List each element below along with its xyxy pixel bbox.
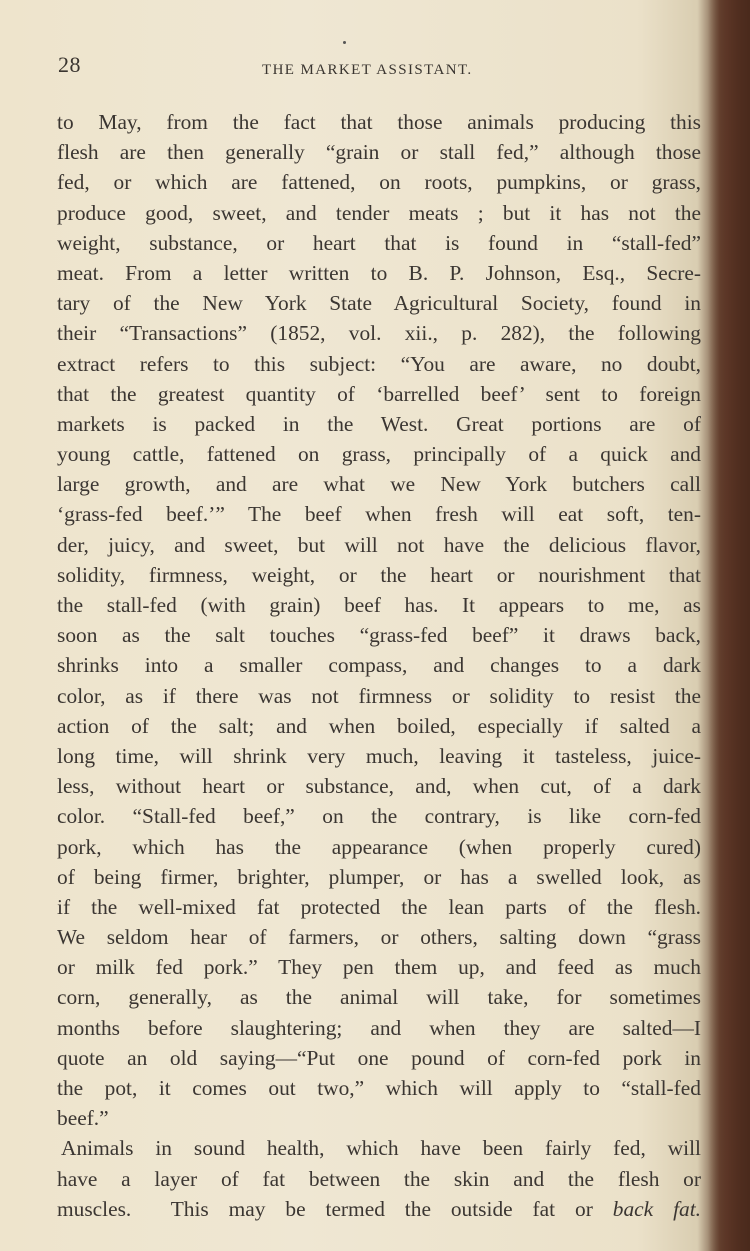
text-line: produce good, sweet, and tender meats ; but it has not the bbox=[57, 200, 701, 225]
text-line: have a layer of fat between the skin and the flesh or bbox=[57, 1166, 701, 1191]
text-line: months before slaughtering; and when they are salted—I bbox=[57, 1015, 701, 1040]
text-line: shrinks into a smaller compass, and changes to a dark bbox=[57, 653, 701, 678]
text-line: meat. From a letter written to B. P. Johnson, Esq., Secre- bbox=[57, 260, 701, 285]
text-line: pork, which has the appearance (when properly cured) bbox=[57, 834, 701, 859]
text-line: to May, from the fact that those animals producing this bbox=[57, 110, 701, 134]
text-line-with-italic bbox=[57, 1194, 701, 1224]
book-spine-shadow bbox=[708, 0, 750, 1251]
text-line: if the well-mixed fat protected the lean parts of the flesh. bbox=[57, 894, 701, 919]
italic-term: back fat. bbox=[612, 1196, 702, 1221]
text-line: markets is packed in the West. Great portions are of bbox=[57, 411, 701, 436]
paragraph-2 bbox=[57, 1133, 701, 1224]
text-line: extract refers to this subject: “You are aware, no doubt, bbox=[57, 351, 701, 376]
text-line: or milk fed pork.” They pen them up, and feed as much bbox=[57, 955, 701, 980]
text-line: color, as if there was not firmness or solidity to resist the bbox=[57, 683, 701, 708]
page-number: 28 bbox=[58, 52, 81, 77]
text-line: corn, generally, as the animal will take, for sometimes bbox=[57, 985, 701, 1010]
text-fragment: muscles. This may be termed the outside fat or bbox=[57, 1196, 613, 1221]
text-line: flesh are then generally “grain or stall fed,” although those bbox=[57, 140, 701, 165]
body-text bbox=[57, 107, 701, 1224]
text-line: action of the salt; and when boiled, especially if salted a bbox=[57, 713, 701, 738]
text-line: that the greatest quantity of ‘barrelled beef’ sent to foreign bbox=[57, 381, 701, 406]
text-line: Animals in sound health, which have been fairly fed, will bbox=[61, 1136, 701, 1161]
text-line: their “Transactions” (1852, vol. xii., p. 282), the following bbox=[57, 321, 701, 346]
text-line: quote an old saying—“Put one pound of corn-fed pork in bbox=[57, 1045, 701, 1070]
text-line: der, juicy, and sweet, but will not have the delicious flavor, bbox=[57, 532, 701, 557]
text-line: ‘grass-fed beef.’” The beef when fresh will eat soft, ten- bbox=[57, 502, 701, 527]
text-line: the stall-fed (with grain) beef has. It appears to me, as bbox=[57, 593, 701, 617]
text-line: less, without heart or substance, and, when cut, of a dark bbox=[57, 774, 701, 799]
text-line: of being firmer, brighter, plumper, or has a swelled look, as bbox=[57, 864, 701, 889]
text-line: We seldom hear of farmers, or others, salting down “grass bbox=[57, 925, 701, 950]
paragraph-1 bbox=[57, 107, 701, 1133]
text-line: color. “Stall-fed beef,” on the contrary, is like corn-fed bbox=[57, 804, 701, 829]
running-head-title: THE MARKET ASSISTANT. bbox=[262, 62, 473, 78]
text-line: solidity, firmness, weight, or the heart or nourishment that bbox=[57, 562, 701, 587]
text-line: the pot, it comes out two,” which will apply to “stall-fed bbox=[57, 1076, 701, 1100]
text-line: beef.” bbox=[57, 1106, 109, 1131]
text-line: young cattle, fattened on grass, principally of a quick and bbox=[57, 442, 701, 467]
text-line: soon as the salt touches “grass-fed beef” it draws back, bbox=[57, 623, 701, 648]
text-line: weight, substance, or heart that is found in “stall-fed” bbox=[57, 230, 701, 255]
ink-speck bbox=[343, 41, 346, 44]
text-line: fed, or which are fattened, on roots, pumpkins, or grass, bbox=[57, 170, 701, 195]
text-line: long time, will shrink very much, leaving it tasteless, juice- bbox=[57, 743, 701, 768]
text-line: large growth, and are what we New York butchers call bbox=[57, 472, 701, 497]
text-line: tary of the New York State Agricultural Society, found in bbox=[57, 291, 701, 316]
